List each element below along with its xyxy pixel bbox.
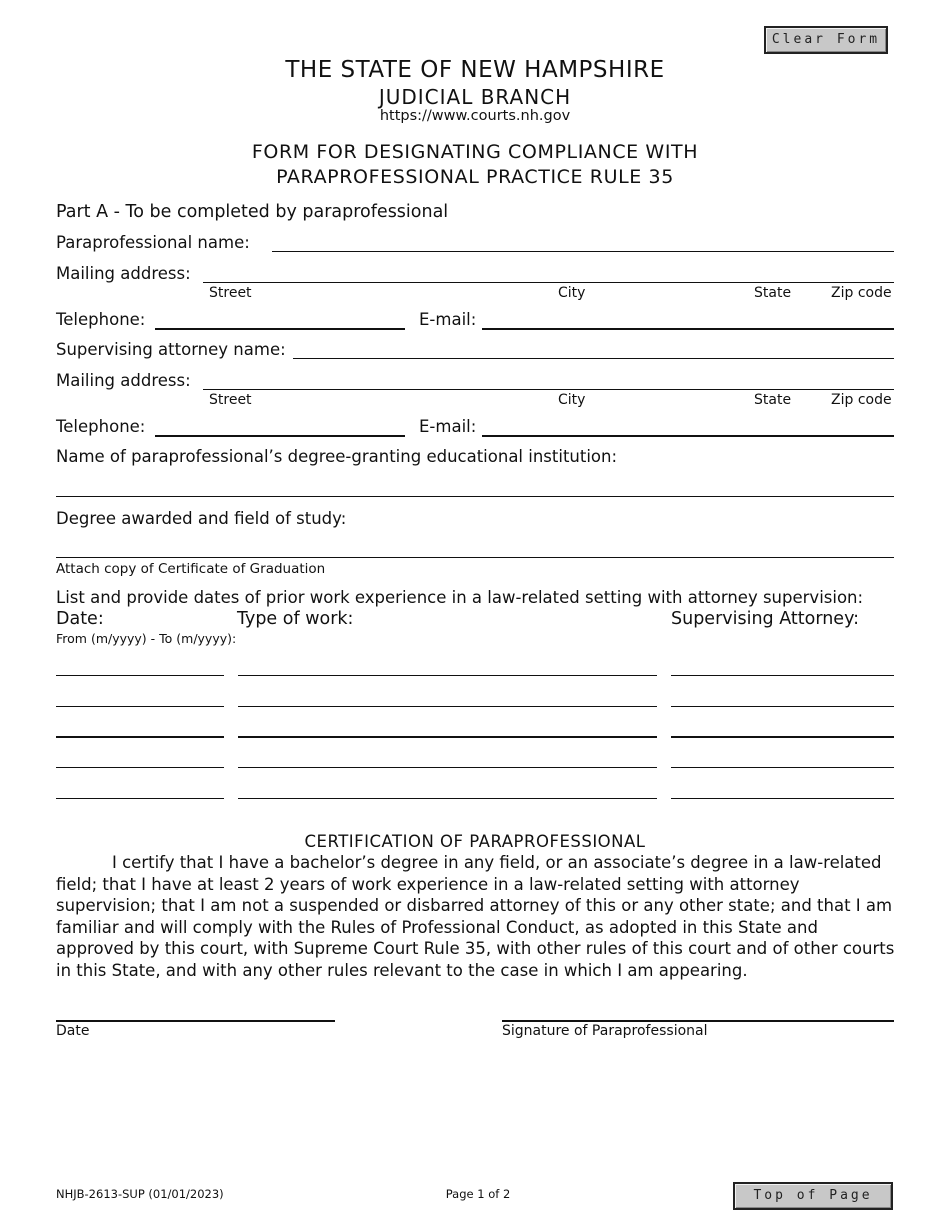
paraprofessional-email-field[interactable] bbox=[482, 328, 894, 330]
attorney-mailing-address-field[interactable] bbox=[203, 389, 894, 390]
street-caption: Street bbox=[209, 285, 252, 301]
state-caption: State bbox=[754, 392, 792, 408]
date-caption: Date bbox=[56, 1023, 90, 1039]
experience-type-field[interactable] bbox=[238, 736, 657, 738]
mailing-address-label: Mailing address: bbox=[56, 371, 191, 390]
paraprofessional-name-field[interactable] bbox=[272, 251, 894, 252]
experience-attorney-field[interactable] bbox=[671, 798, 894, 799]
experience-date-field[interactable] bbox=[56, 706, 224, 707]
attorney-telephone-field[interactable] bbox=[155, 435, 405, 437]
experience-attorney-field[interactable] bbox=[671, 767, 894, 768]
zip-caption: Zip code bbox=[831, 285, 892, 301]
email-label: E-mail: bbox=[419, 310, 477, 329]
supervising-attorney-column-header: Supervising Attorney: bbox=[671, 609, 860, 629]
degree-label: Degree awarded and field of study: bbox=[56, 509, 347, 528]
city-caption: City bbox=[558, 285, 586, 301]
supervising-attorney-label: Supervising attorney name: bbox=[56, 340, 286, 359]
telephone-label: Telephone: bbox=[56, 310, 146, 329]
experience-type-field[interactable] bbox=[238, 798, 657, 799]
institution-label: Name of paraprofessional’s degree-granting educational institution: bbox=[56, 447, 618, 466]
date-column-header: Date: bbox=[56, 609, 104, 629]
experience-label: List and provide dates of prior work experience in a law-related setting with attorney supervision: bbox=[56, 588, 864, 607]
page-number: Page 1 of 2 bbox=[445, 1187, 511, 1201]
paraprofessional-name-label: Paraprofessional name: bbox=[56, 233, 250, 252]
street-caption: Street bbox=[209, 392, 252, 408]
mailing-address-label: Mailing address: bbox=[56, 264, 191, 283]
form-title-line1: FORM FOR DESIGNATING COMPLIANCE WITH bbox=[251, 141, 699, 163]
branch-heading: JUDICIAL BRANCH bbox=[378, 85, 572, 109]
attorney-email-field[interactable] bbox=[482, 435, 894, 437]
part-a-heading: Part A - To be completed by paraprofessional bbox=[56, 202, 449, 222]
experience-attorney-field[interactable] bbox=[671, 706, 894, 707]
experience-date-field[interactable] bbox=[56, 675, 224, 676]
form-id: NHJB-2613-SUP (01/01/2023) bbox=[56, 1187, 224, 1201]
telephone-label: Telephone: bbox=[56, 417, 146, 436]
signature-field[interactable] bbox=[502, 1020, 894, 1022]
experience-type-field[interactable] bbox=[238, 767, 657, 768]
court-url[interactable]: https://www.courts.nh.gov bbox=[379, 108, 571, 124]
experience-attorney-field[interactable] bbox=[671, 675, 894, 676]
attach-certificate-note: Attach copy of Certificate of Graduation bbox=[56, 561, 326, 577]
certification-text: I certify that I have a bachelor’s degree in any field, or an associate’s degree in a law-related field; that I have at least 2 years of work experience in a law-related setting with attorney supervision; that I am not a suspended or disbarred attorney of this or any other state; and that I am familiar and will comply with the Rules of Professional Conduct, as adopted in this State and approved by this court, with Supreme Court Rule 35, with other rules of this court and of other courts in this State, and with any other rules relevant to the case in which I am appearing. bbox=[56, 853, 895, 980]
experience-date-field[interactable] bbox=[56, 767, 224, 768]
state-heading: THE STATE OF NEW HAMPSHIRE bbox=[285, 57, 665, 83]
top-of-page-button[interactable]: Top of Page bbox=[733, 1182, 893, 1210]
date-format-hint: From (m/yyyy) - To (m/yyyy): bbox=[56, 631, 237, 646]
experience-type-field[interactable] bbox=[238, 675, 657, 676]
date-field[interactable] bbox=[56, 1020, 335, 1022]
supervising-attorney-name-field[interactable] bbox=[293, 358, 894, 359]
institution-field[interactable] bbox=[56, 496, 894, 497]
city-caption: City bbox=[558, 392, 586, 408]
signature-caption: Signature of Paraprofessional bbox=[502, 1023, 708, 1039]
clear-form-button[interactable]: Clear Form bbox=[764, 26, 888, 54]
experience-date-field[interactable] bbox=[56, 736, 224, 738]
experience-type-field[interactable] bbox=[238, 706, 657, 707]
zip-caption: Zip code bbox=[831, 392, 892, 408]
degree-field[interactable] bbox=[56, 557, 894, 558]
experience-attorney-field[interactable] bbox=[671, 736, 894, 738]
paraprofessional-mailing-address-field[interactable] bbox=[203, 282, 894, 283]
form-title-line2: PARAPROFESSIONAL PRACTICE RULE 35 bbox=[276, 166, 674, 188]
type-of-work-column-header: Type of work: bbox=[237, 609, 354, 629]
state-caption: State bbox=[754, 285, 792, 301]
experience-date-field[interactable] bbox=[56, 798, 224, 799]
certification-heading: CERTIFICATION OF PARAPROFESSIONAL bbox=[304, 832, 646, 851]
paraprofessional-telephone-field[interactable] bbox=[155, 328, 405, 330]
email-label: E-mail: bbox=[419, 417, 477, 436]
